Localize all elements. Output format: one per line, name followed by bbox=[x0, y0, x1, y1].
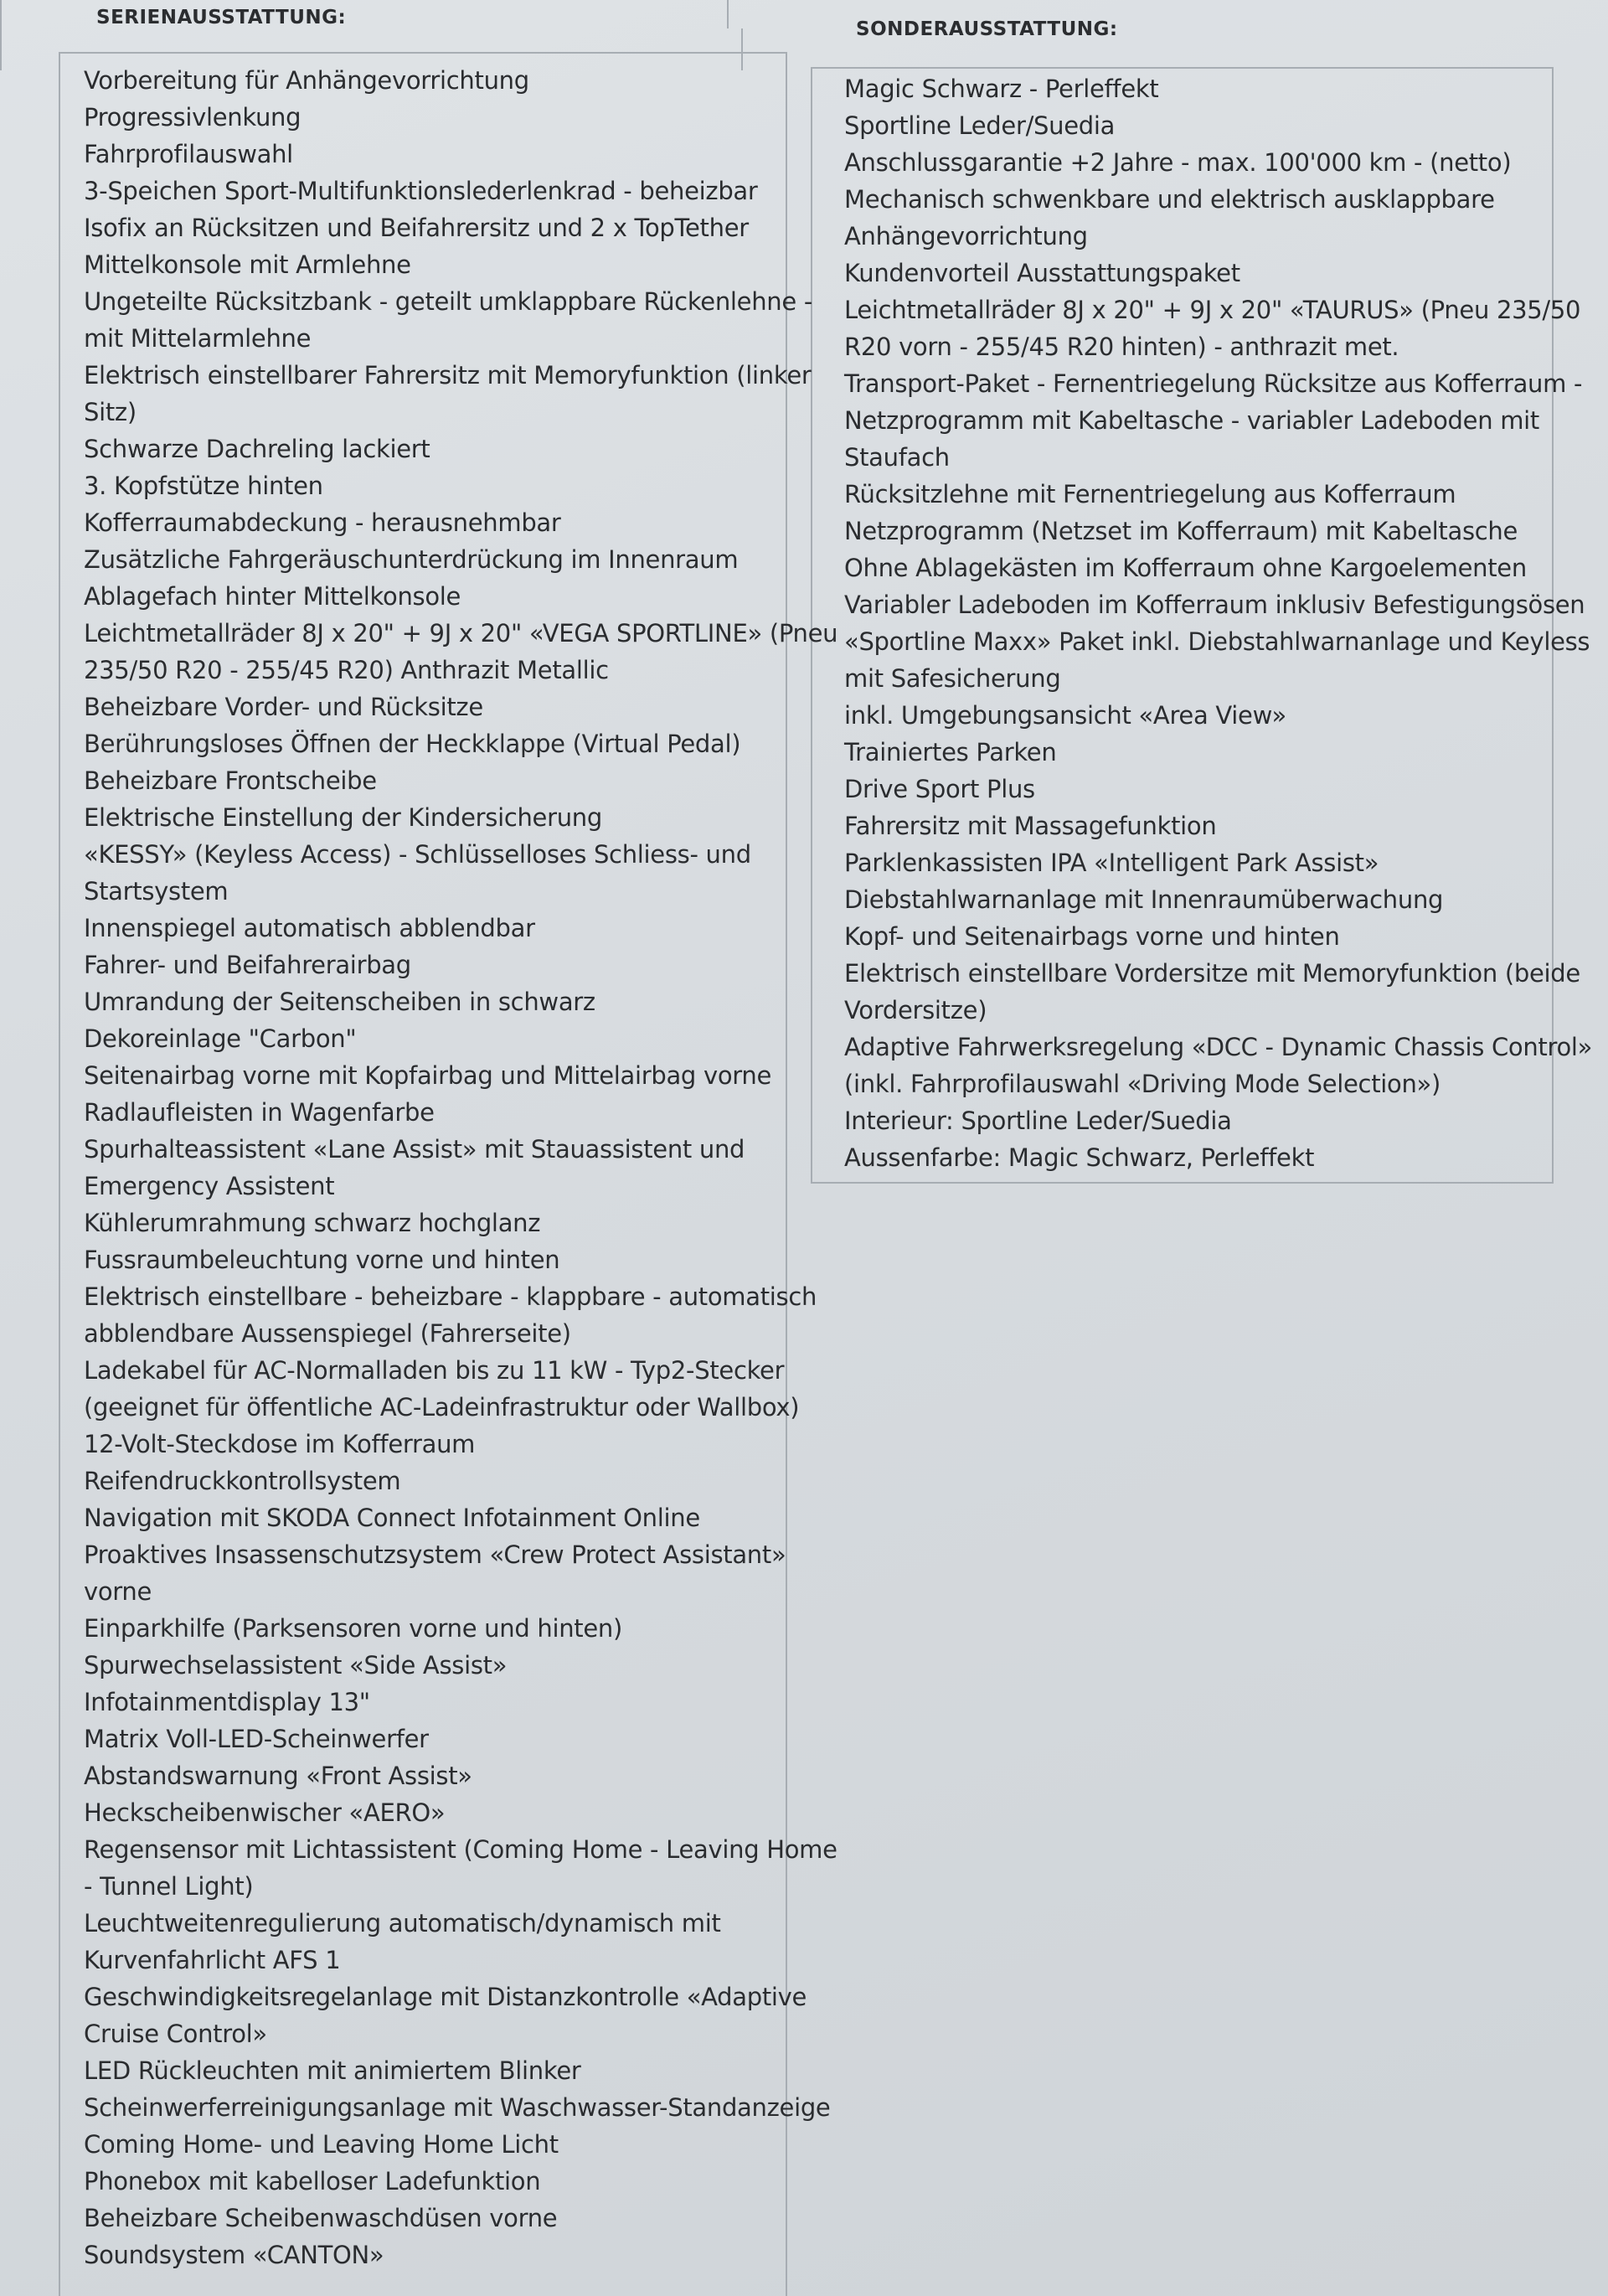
equipment-line: Sportline Leder/Suedia bbox=[844, 111, 1116, 140]
equipment-line: Beheizbare Frontscheibe bbox=[84, 766, 377, 795]
equipment-line: Aussenfarbe: Magic Schwarz, Perleffekt bbox=[844, 1143, 1315, 1172]
equipment-line: 3. Kopfstütze hinten bbox=[84, 472, 323, 500]
equipment-line: Leichtmetallräder 8J x 20" + 9J x 20" «VEGA SPORTLINE» (Pneu bbox=[84, 619, 838, 648]
equipment-line: inkl. Umgebungsansicht «Area View» bbox=[844, 701, 1286, 730]
equipment-line: Einparkhilfe (Parksensoren vorne und hinten) bbox=[84, 1614, 622, 1643]
equipment-line: Infotainmentdisplay 13" bbox=[84, 1688, 370, 1716]
serienausstattung-title: SERIENAUSSTATTUNG: bbox=[96, 7, 347, 28]
equipment-line: Leichtmetallräder 8J x 20" + 9J x 20" «TAURUS» (Pneu 235/50 bbox=[844, 296, 1581, 324]
equipment-line: 3-Speichen Sport-Multifunktionslederlenkrad - beheizbar bbox=[84, 177, 758, 205]
equipment-line: Mechanisch schwenkbare und elektrisch ausklappbare bbox=[844, 185, 1495, 214]
equipment-line: mit Safesicherung bbox=[844, 664, 1061, 693]
equipment-line: Heckscheibenwischer «AERO» bbox=[84, 1798, 446, 1827]
equipment-line: Spurwechselassistent «Side Assist» bbox=[84, 1651, 508, 1679]
equipment-line: Dekoreinlage "Carbon" bbox=[84, 1024, 357, 1053]
equipment-line: Anschlussgarantie +2 Jahre - max. 100'000 km - (netto) bbox=[844, 148, 1512, 177]
equipment-line: Netzprogramm mit Kabeltasche - variabler Ladeboden mit bbox=[844, 406, 1539, 435]
equipment-line: Kurvenfahrlicht AFS 1 bbox=[84, 1946, 341, 1974]
equipment-line: LED Rückleuchten mit animiertem Blinker bbox=[84, 2056, 581, 2085]
equipment-line: Trainiertes Parken bbox=[844, 738, 1057, 766]
equipment-line: - Tunnel Light) bbox=[84, 1872, 254, 1901]
equipment-line: Fahrer- und Beifahrerairbag bbox=[84, 951, 411, 979]
equipment-line: Elektrisch einstellbare - beheizbare - klappbare - automatisch bbox=[84, 1282, 817, 1311]
equipment-line: Coming Home- und Leaving Home Licht bbox=[84, 2130, 559, 2159]
equipment-line: Beheizbare Scheibenwaschdüsen vorne bbox=[84, 2204, 558, 2232]
equipment-line: Seitenairbag vorne mit Kopfairbag und Mittelairbag vorne bbox=[84, 1061, 772, 1090]
equipment-line: Schwarze Dachreling lackiert bbox=[84, 435, 430, 463]
equipment-line: Radlaufleisten in Wagenfarbe bbox=[84, 1098, 435, 1127]
equipment-line: Staufach bbox=[844, 443, 950, 472]
sonderausstattung-list bbox=[844, 70, 1593, 1176]
equipment-line: Variabler Ladeboden im Kofferraum inklusiv Befestigungsösen bbox=[844, 591, 1585, 619]
equipment-line: Innenspiegel automatisch abblendbar bbox=[84, 914, 535, 942]
equipment-line: Ablagefach hinter Mittelkonsole bbox=[84, 582, 461, 611]
equipment-line: Kundenvorteil Ausstattungspaket bbox=[844, 259, 1240, 287]
equipment-line: Scheinwerferreinigungsanlage mit Waschwasser-Standanzeige bbox=[84, 2093, 831, 2122]
equipment-line: Beheizbare Vorder- und Rücksitze bbox=[84, 693, 483, 721]
equipment-line: Berührungsloses Öffnen der Heckklappe (Virtual Pedal) bbox=[84, 730, 741, 758]
equipment-line: Diebstahlwarnanlage mit Innenraumüberwachung bbox=[844, 885, 1444, 914]
equipment-line: Spurhalteassistent «Lane Assist» mit Stauassistent und bbox=[84, 1135, 745, 1163]
equipment-line: Umrandung der Seitenscheiben in schwarz bbox=[84, 988, 595, 1016]
equipment-line: 12-Volt-Steckdose im Kofferraum bbox=[84, 1430, 476, 1458]
equipment-line: Vordersitze) bbox=[844, 996, 987, 1024]
equipment-line: «Sportline Maxx» Paket inkl. Diebstahlwarnanlage und Keyless bbox=[844, 627, 1590, 656]
equipment-line: Mittelkonsole mit Armlehne bbox=[84, 250, 411, 279]
equipment-line: Ohne Ablagekästen im Kofferraum ohne Kargoelementen bbox=[844, 554, 1527, 582]
equipment-line: Elektrisch einstellbarer Fahrersitz mit Memoryfunktion (linker bbox=[84, 361, 812, 390]
equipment-line: vorne bbox=[84, 1577, 152, 1606]
equipment-line: Navigation mit SKODA Connect Infotainment Online bbox=[84, 1504, 700, 1532]
equipment-line: Proaktives Insassenschutzsystem «Crew Protect Assistant» bbox=[84, 1540, 786, 1569]
equipment-line: Fussraumbeleuchtung vorne und hinten bbox=[84, 1246, 560, 1274]
equipment-line: Leuchtweitenregulierung automatisch/dynamisch mit bbox=[84, 1909, 721, 1937]
equipment-line: Isofix an Rücksitzen und Beifahrersitz und 2 x TopTether bbox=[84, 214, 749, 242]
equipment-line: R20 vorn - 255/45 R20 hinten) - anthrazit met. bbox=[844, 333, 1399, 361]
equipment-line: Ladekabel für AC-Normalladen bis zu 11 kW - Typ2-Stecker bbox=[84, 1356, 785, 1385]
equipment-line: Vorbereitung für Anhängevorrichtung bbox=[84, 66, 529, 95]
equipment-line: Kopf- und Seitenairbags vorne und hinten bbox=[844, 922, 1340, 951]
equipment-line: Fahrersitz mit Massagefunktion bbox=[844, 812, 1217, 840]
equipment-line: Geschwindigkeitsregelanlage mit Distanzkontrolle «Adaptive bbox=[84, 1983, 807, 2011]
sonderausstattung-title: SONDERAUSSTATTUNG: bbox=[856, 18, 1118, 40]
equipment-line: Ungeteilte Rücksitzbank - geteilt umklappbare Rückenlehne - bbox=[84, 287, 812, 316]
serienausstattung-list bbox=[84, 62, 838, 2273]
equipment-line: Fahrprofilauswahl bbox=[84, 140, 293, 168]
equipment-line: Phonebox mit kabelloser Ladefunktion bbox=[84, 2167, 541, 2195]
equipment-line: abblendbare Aussenspiegel (Fahrerseite) bbox=[84, 1319, 571, 1348]
equipment-line: Startsystem bbox=[84, 877, 229, 906]
equipment-line: Elektrisch einstellbare Vordersitze mit Memoryfunktion (beide bbox=[844, 959, 1580, 988]
equipment-line: Cruise Control» bbox=[84, 2020, 267, 2048]
equipment-line: Rücksitzlehne mit Fernentriegelung aus Kofferraum bbox=[844, 480, 1456, 508]
equipment-line: Progressivlenkung bbox=[84, 103, 302, 132]
equipment-line: Elektrische Einstellung der Kindersicherung bbox=[84, 803, 602, 832]
equipment-line: Magic Schwarz - Perleffekt bbox=[844, 75, 1159, 103]
equipment-line: Soundsystem «CANTON» bbox=[84, 2241, 384, 2269]
equipment-line: Adaptive Fahrwerksregelung «DCC - Dynamic Chassis Control» bbox=[844, 1033, 1593, 1061]
equipment-line: Zusätzliche Fahrgeräuschunterdrückung im Innenraum bbox=[84, 545, 739, 574]
equipment-line: Kofferraumabdeckung - herausnehmbar bbox=[84, 508, 561, 537]
equipment-line: Netzprogramm (Netzset im Kofferraum) mit Kabeltasche bbox=[844, 517, 1518, 545]
equipment-line: Anhängevorrichtung bbox=[844, 222, 1088, 250]
equipment-line: Parklenkassisten IPA «Intelligent Park Assist» bbox=[844, 849, 1379, 877]
equipment-line: Abstandswarnung «Front Assist» bbox=[84, 1762, 472, 1790]
equipment-line: mit Mittelarmlehne bbox=[84, 324, 312, 353]
equipment-line: Interieur: Sportline Leder/Suedia bbox=[844, 1107, 1232, 1135]
equipment-line: Kühlerumrahmung schwarz hochglanz bbox=[84, 1209, 541, 1237]
equipment-line: Transport-Paket - Fernentriegelung Rücksitze aus Kofferraum - bbox=[844, 369, 1583, 398]
equipment-line: Sitz) bbox=[84, 398, 137, 426]
equipment-line: Emergency Assistent bbox=[84, 1172, 335, 1200]
equipment-line: Regensensor mit Lichtassistent (Coming Home - Leaving Home bbox=[84, 1835, 838, 1864]
equipment-line: Reifendruckkontrollsystem bbox=[84, 1467, 401, 1495]
equipment-line: (geeignet für öffentliche AC-Ladeinfrastruktur oder Wallbox) bbox=[84, 1393, 800, 1421]
equipment-line: Matrix Voll-LED-Scheinwerfer bbox=[84, 1725, 429, 1753]
equipment-line: Drive Sport Plus bbox=[844, 775, 1035, 803]
equipment-line: «KESSY» (Keyless Access) - Schlüsselloses Schliess- und bbox=[84, 840, 751, 869]
equipment-line: 235/50 R20 - 255/45 R20) Anthrazit Metallic bbox=[84, 656, 609, 684]
equipment-line: (inkl. Fahrprofilauswahl «Driving Mode Selection») bbox=[844, 1070, 1440, 1098]
